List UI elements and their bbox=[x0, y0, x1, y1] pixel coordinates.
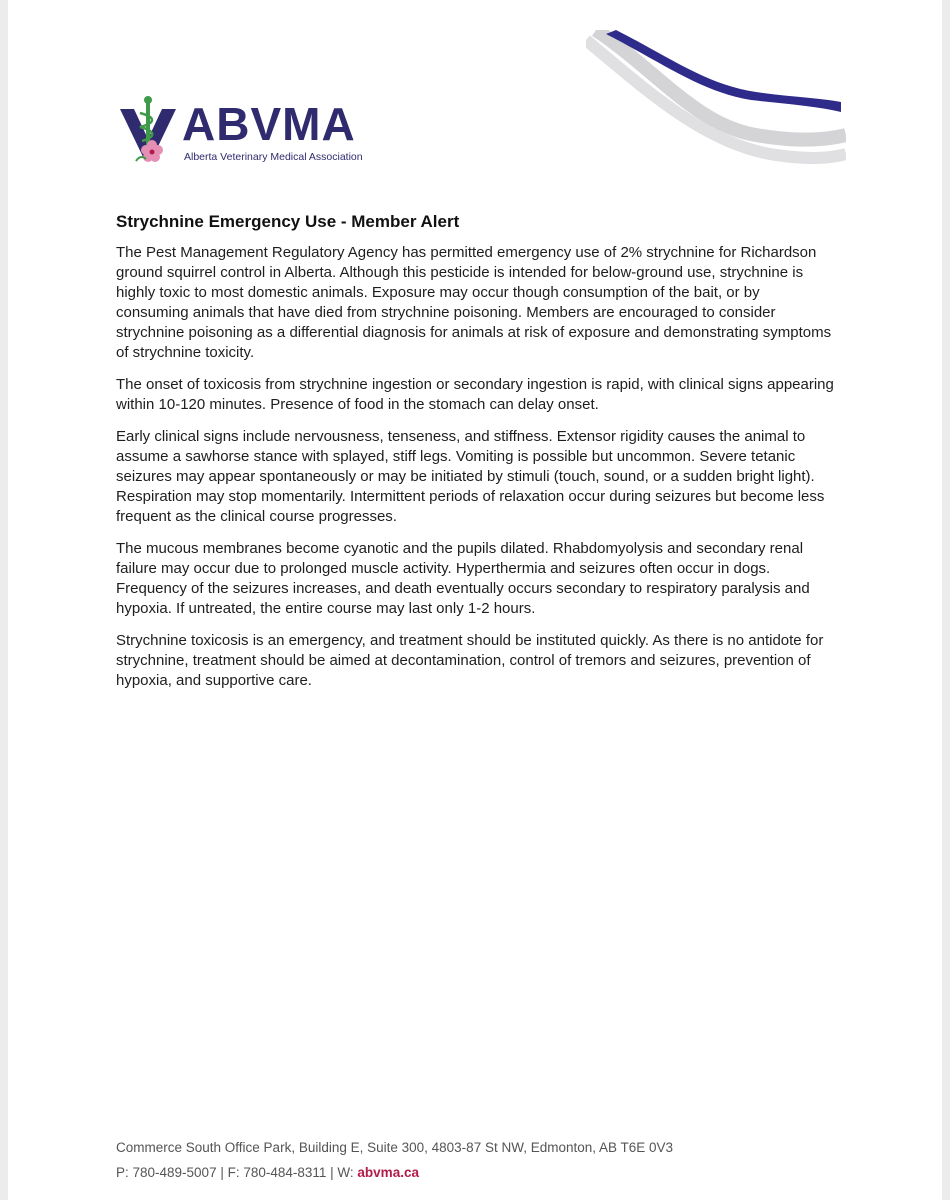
paragraph: The Pest Management Regulatory Agency has permitted emergency use of 2% strychnine for Richardson ground squirrel control in Alberta. Although this pesticide is intended for below-ground use, strychnine is highly toxic to most domestic animals. Exposure may occur though consumption of the bait, or by consuming animals that have died from strychnine poisoning. Members are encouraged to consider strychnine poisoning as a differential diagnosis for animals at risk of exposure and demonstrating symptoms of strychnine toxicity. bbox=[116, 244, 832, 361]
paragraph: Strychnine toxicosis is an emergency, and treatment should be instituted quickly. As there is no antidote for strychnine, treatment should be aimed at decontamination, control of tremors and seizures, prevention of hypoxia, and supportive care. bbox=[116, 632, 824, 689]
paragraph: The onset of toxicosis from strychnine ingestion or secondary ingestion is rapid, with clinical signs appearing within 10-120 minutes. Presence of food in the stomach can delay onset. bbox=[116, 376, 834, 413]
footer-contact-numbers: P: 780-489-5007 | F: 780-484-8311 | W: bbox=[116, 1165, 358, 1180]
logo-wordmark: ABVMA bbox=[182, 98, 356, 150]
abvma-logo[interactable] bbox=[118, 95, 388, 170]
document-body bbox=[116, 212, 836, 703]
decorative-swoosh bbox=[586, 30, 846, 170]
document-page bbox=[8, 0, 942, 1200]
document-title: Strychnine Emergency Use - Member Alert bbox=[116, 212, 460, 231]
website-link[interactable]: abvma.ca bbox=[357, 1165, 419, 1180]
footer bbox=[116, 1140, 816, 1190]
paragraph: The mucous membranes become cyanotic and the pupils dilated. Rhabdomyolysis and secondary renal failure may occur due to prolonged muscle activity. Hyperthermia and seizures often occur in dogs. Frequency of the seizures increases, and death eventually occurs secondary to respiratory paralysis and hypoxia. If untreated, the entire course may last only 1-2 hours. bbox=[116, 540, 810, 617]
logo-subtitle: Alberta Veterinary Medical Association bbox=[184, 151, 363, 163]
footer-contact bbox=[116, 1165, 816, 1180]
paragraph: Early clinical signs include nervousness, tenseness, and stiffness. Extensor rigidity causes the animal to assume a sawhorse stance with splayed, stiff legs. Vomiting is possible but uncommon. Severe tetanic seizures may appear spontaneously or may be initiated by stimuli (touch, sound, or a sudden bright light). Respiration may stop momentarily. Intermittent periods of relaxation occur during seizures but become less frequent as the clinical course progresses. bbox=[116, 428, 825, 525]
caduceus-flower-icon bbox=[118, 95, 182, 170]
footer-address: Commerce South Office Park, Building E, Suite 300, 4803-87 St NW, Edmonton, AB T6E 0V3 bbox=[116, 1140, 674, 1155]
